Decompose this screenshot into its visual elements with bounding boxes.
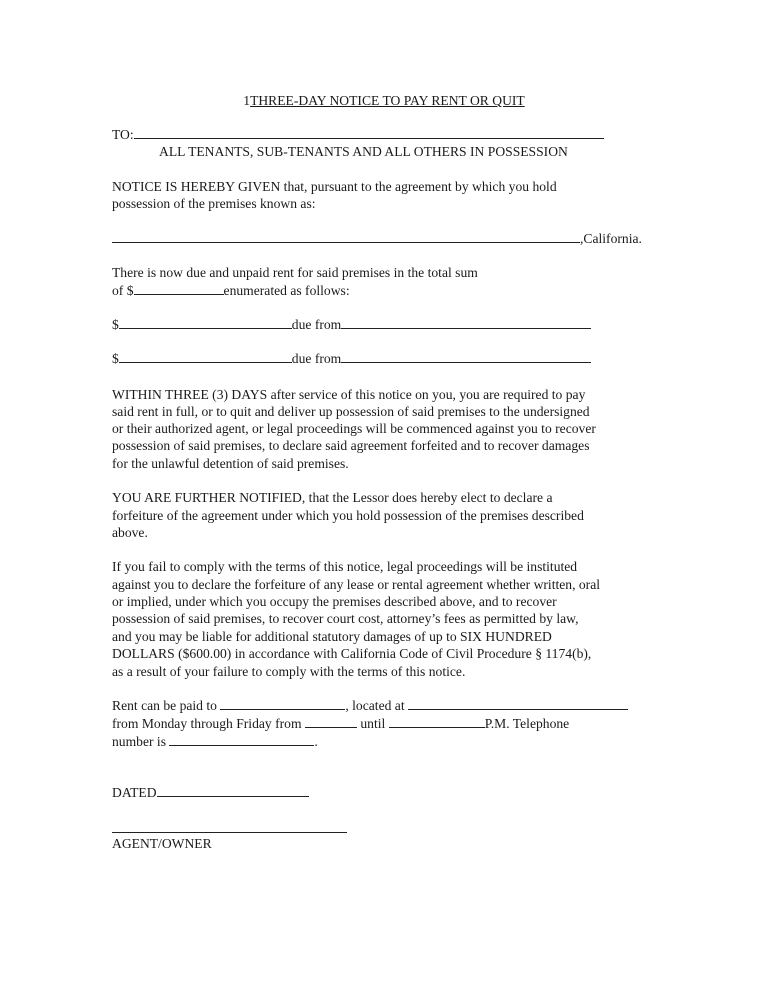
within-three-days-line: said rent in full, or to quit and deliver up possession of said premises to the undersigned [112,404,590,419]
recipient-name-field[interactable] [134,126,604,139]
number-is-label: number is [112,734,166,749]
to-label: TO: [112,127,134,142]
due-amount-field[interactable] [119,316,292,329]
premises-address-line [112,230,642,247]
total-sum-suffix: enumerated as follows: [223,283,350,298]
dated-label: DATED [112,785,157,800]
fail-to-comply-line: If you fail to comply with the terms of this notice, legal proceedings will be instituted [112,559,578,574]
until-label: until [360,716,386,731]
due-row-currency: $ [112,317,119,332]
telephone-field[interactable] [169,733,314,746]
premises-address-field[interactable] [112,230,580,243]
recipients-text: ALL TENANTS, SUB-TENANTS AND ALL OTHERS IN POSSESSION [159,144,568,159]
pm-telephone-label: P.M. Telephone [484,716,570,731]
located-at-label: , located at [345,698,405,713]
notice-line-1: NOTICE IS HEREBY GIVEN that, pursuant to the agreement by which you hold [112,179,557,194]
payment-line-3 [112,733,318,750]
due-row [112,316,591,333]
due-row [112,350,591,367]
due-row-currency: $ [112,351,119,366]
end-time-field[interactable] [389,715,485,728]
rent-due-line-1: There is now due and unpaid rent for said premises in the total sum [112,265,478,280]
rent-due-line-2 [112,282,350,299]
fail-to-comply-line: possession of said premises, to recover court cost, attorney’s fees as permitted by law, [112,611,579,626]
title-text: THREE-DAY NOTICE TO PAY RENT OR QUIT [250,93,525,108]
within-three-days-line: WITHIN THREE (3) DAYS after service of this notice on you, you are required to pay [112,387,586,402]
due-from-label: due from [291,351,342,366]
signature-label: AGENT/OWNER [112,836,212,851]
telephone-period: . [314,734,318,749]
date-field[interactable] [157,784,309,797]
within-three-days-line: possession of said premises, to declare said agreement forfeited and to recover damages [112,438,590,453]
signature-field[interactable] [112,832,347,833]
fail-to-comply-line: against you to declare the forfeiture of any lease or rental agreement whether written, oral [112,577,601,592]
payment-line-2 [112,715,569,732]
payee-field[interactable] [220,697,345,710]
due-from-label: due from [291,317,342,332]
due-period-field[interactable] [341,316,591,329]
within-three-days-line: for the unlawful detention of said premises. [112,456,349,471]
payment-line-1 [112,697,628,714]
further-notified-line: forfeiture of the agreement under which you hold possession of the premises described [112,508,584,523]
within-three-days-line: or their authorized agent, or legal proceedings will be commenced against you to recover [112,421,596,436]
due-amount-field[interactable] [119,350,292,363]
due-period-field[interactable] [341,350,591,363]
paid-to-label: Rent can be paid to [112,698,217,713]
payment-location-field[interactable] [408,697,628,710]
title-footnote-marker: 1 [243,93,251,108]
start-time-field[interactable] [305,715,357,728]
dated-line [112,784,309,801]
total-sum-field[interactable] [134,282,224,295]
further-notified-line: YOU ARE FURTHER NOTIFIED, that the Lessor does hereby elect to declare a [112,490,553,505]
notice-line-2: possession of the premises known as: [112,196,316,211]
state-suffix: ,California. [580,231,642,246]
further-notified-line: above. [112,525,148,540]
fail-to-comply-line: and you may be liable for additional statutory damages of up to SIX HUNDRED [112,629,552,644]
from-days-label: from Monday through Friday from [112,716,302,731]
fail-to-comply-line: DOLLARS ($600.00) in accordance with California Code of Civil Procedure § 1174(b), [112,646,592,661]
total-sum-prefix: of $ [112,283,134,298]
to-line [112,126,604,143]
fail-to-comply-line: or implied, under which you occupy the premises described above, and to recover [112,594,557,609]
document-title [0,92,768,109]
fail-to-comply-line: as a result of your failure to comply with the terms of this notice. [112,664,466,679]
